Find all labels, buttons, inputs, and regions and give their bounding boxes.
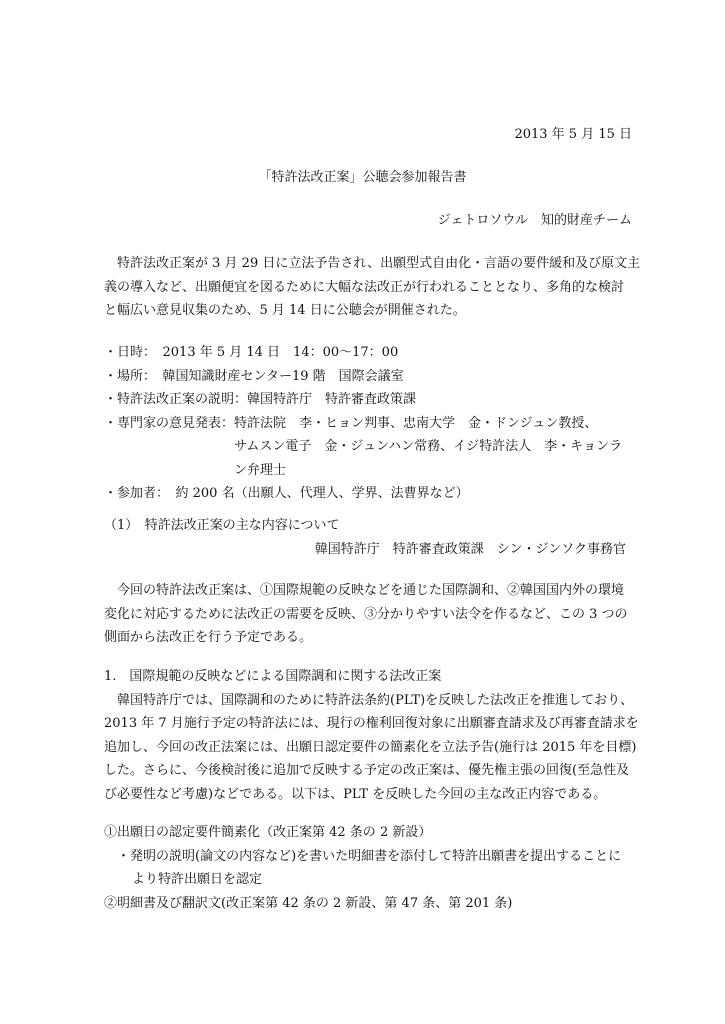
subsection-heading: 1. 国際規範の反映などによる国際調和に関する法改正案 <box>104 669 442 684</box>
section-line: 側面から法改正を行う予定である。 <box>104 630 313 645</box>
item-heading: ①出願日の認定要件簡素化（改正案第 42 条の 2 新設） <box>104 825 432 840</box>
item-heading: ②明細書及び翻訳文(改正案第 42 条の 2 新設、第 47 条、第 201 条) <box>104 895 513 911</box>
intro-line: と幅広い意見収集のため、5 月 14 日に公聴会が開催された。 <box>104 303 466 318</box>
report-date: 2013 年 5 月 15 日 <box>514 127 632 142</box>
event-experts: ・専門家の意見発表：特許法院 李・ヒョン判事、忠南大学 金・ドンジュン教授、 <box>104 415 598 431</box>
item-1 <box>104 821 626 915</box>
subsection-line: 2013 年 7 月施行予定の特許法には、現行の権利回復対象に出願審査請求及び再審査請求を <box>104 716 639 731</box>
section-1 <box>104 514 626 561</box>
subsection-line: 追加し、今回の改正法案には、出願日認定要件の簡素化を立法予告(施行は 2015 年を目標) <box>104 739 637 755</box>
intro-paragraph <box>104 252 641 323</box>
event-experts-cont: サムスン電子 金・ジュンハン常務、イジ特許法人 李・キョンラ <box>234 439 623 454</box>
report-author: ジェトロソウル 知的財産チーム <box>437 213 632 228</box>
subsection-line: 韓国特許庁では、国際調和のために特許法条約(PLT)を反映した法改正を推進しており、 <box>117 692 634 708</box>
subsection-line: び必要性など考慮)などである。以下は、PLT を反映した今回の主な改正内容である。 <box>104 786 607 802</box>
event-datetime: ・日時： 2013 年 5 月 14 日 14：00～17：00 <box>104 345 399 360</box>
section-line: 変化に対応するために法改正の需要を反映、③分かりやすい法令を作るなど、この 3 つの <box>104 606 628 622</box>
intro-line: 特許法改正案が 3 月 29 日に立法予告され、出願型式自由化・言語の要件緩和及び原文主 <box>117 256 641 271</box>
event-experts-cont: ン弁理士 <box>234 462 287 478</box>
section-speaker: 韓国特許庁 特許審査政策課 シン・ジンソク事務官 <box>314 541 626 557</box>
section-1-paragraph <box>104 579 626 650</box>
item-bullet: ・発明の説明(論文の内容など)を書いた明細書を添付して特許出願書を提出することに <box>117 848 622 864</box>
event-info-list <box>104 341 626 506</box>
section-heading: （1） 特許法改正案の主な内容について <box>104 518 340 533</box>
section-line: 今回の特許法改正案は、①国際規範の反映などを通じた国際調和、②韓国国内外の環境 <box>117 583 625 598</box>
event-explanation: ・特許法改正案の説明：韓国特許庁 特許審査政策課 <box>104 392 417 407</box>
item-bullet-cont: より特許出願日を認定 <box>132 872 263 887</box>
event-place: ・場所： 韓国知識財産センター19 階 国際会議室 <box>104 368 404 384</box>
intro-line: 義の導入など、出願便宜を図るために大幅な法改正が行われることとなり、多角的な検討 <box>104 279 625 295</box>
subsection-line: した。さらに、今後検討後に追加で反映する予定の改正案は、優先権主張の回復(至急性及 <box>104 763 630 778</box>
subsection-1 <box>104 665 639 806</box>
event-participants: ・参加者： 約 200 名（出願人、代理人、学界、法曹界など） <box>104 486 469 501</box>
report-title: 「特許法改正案」公聴会参加報告書 <box>258 170 467 185</box>
